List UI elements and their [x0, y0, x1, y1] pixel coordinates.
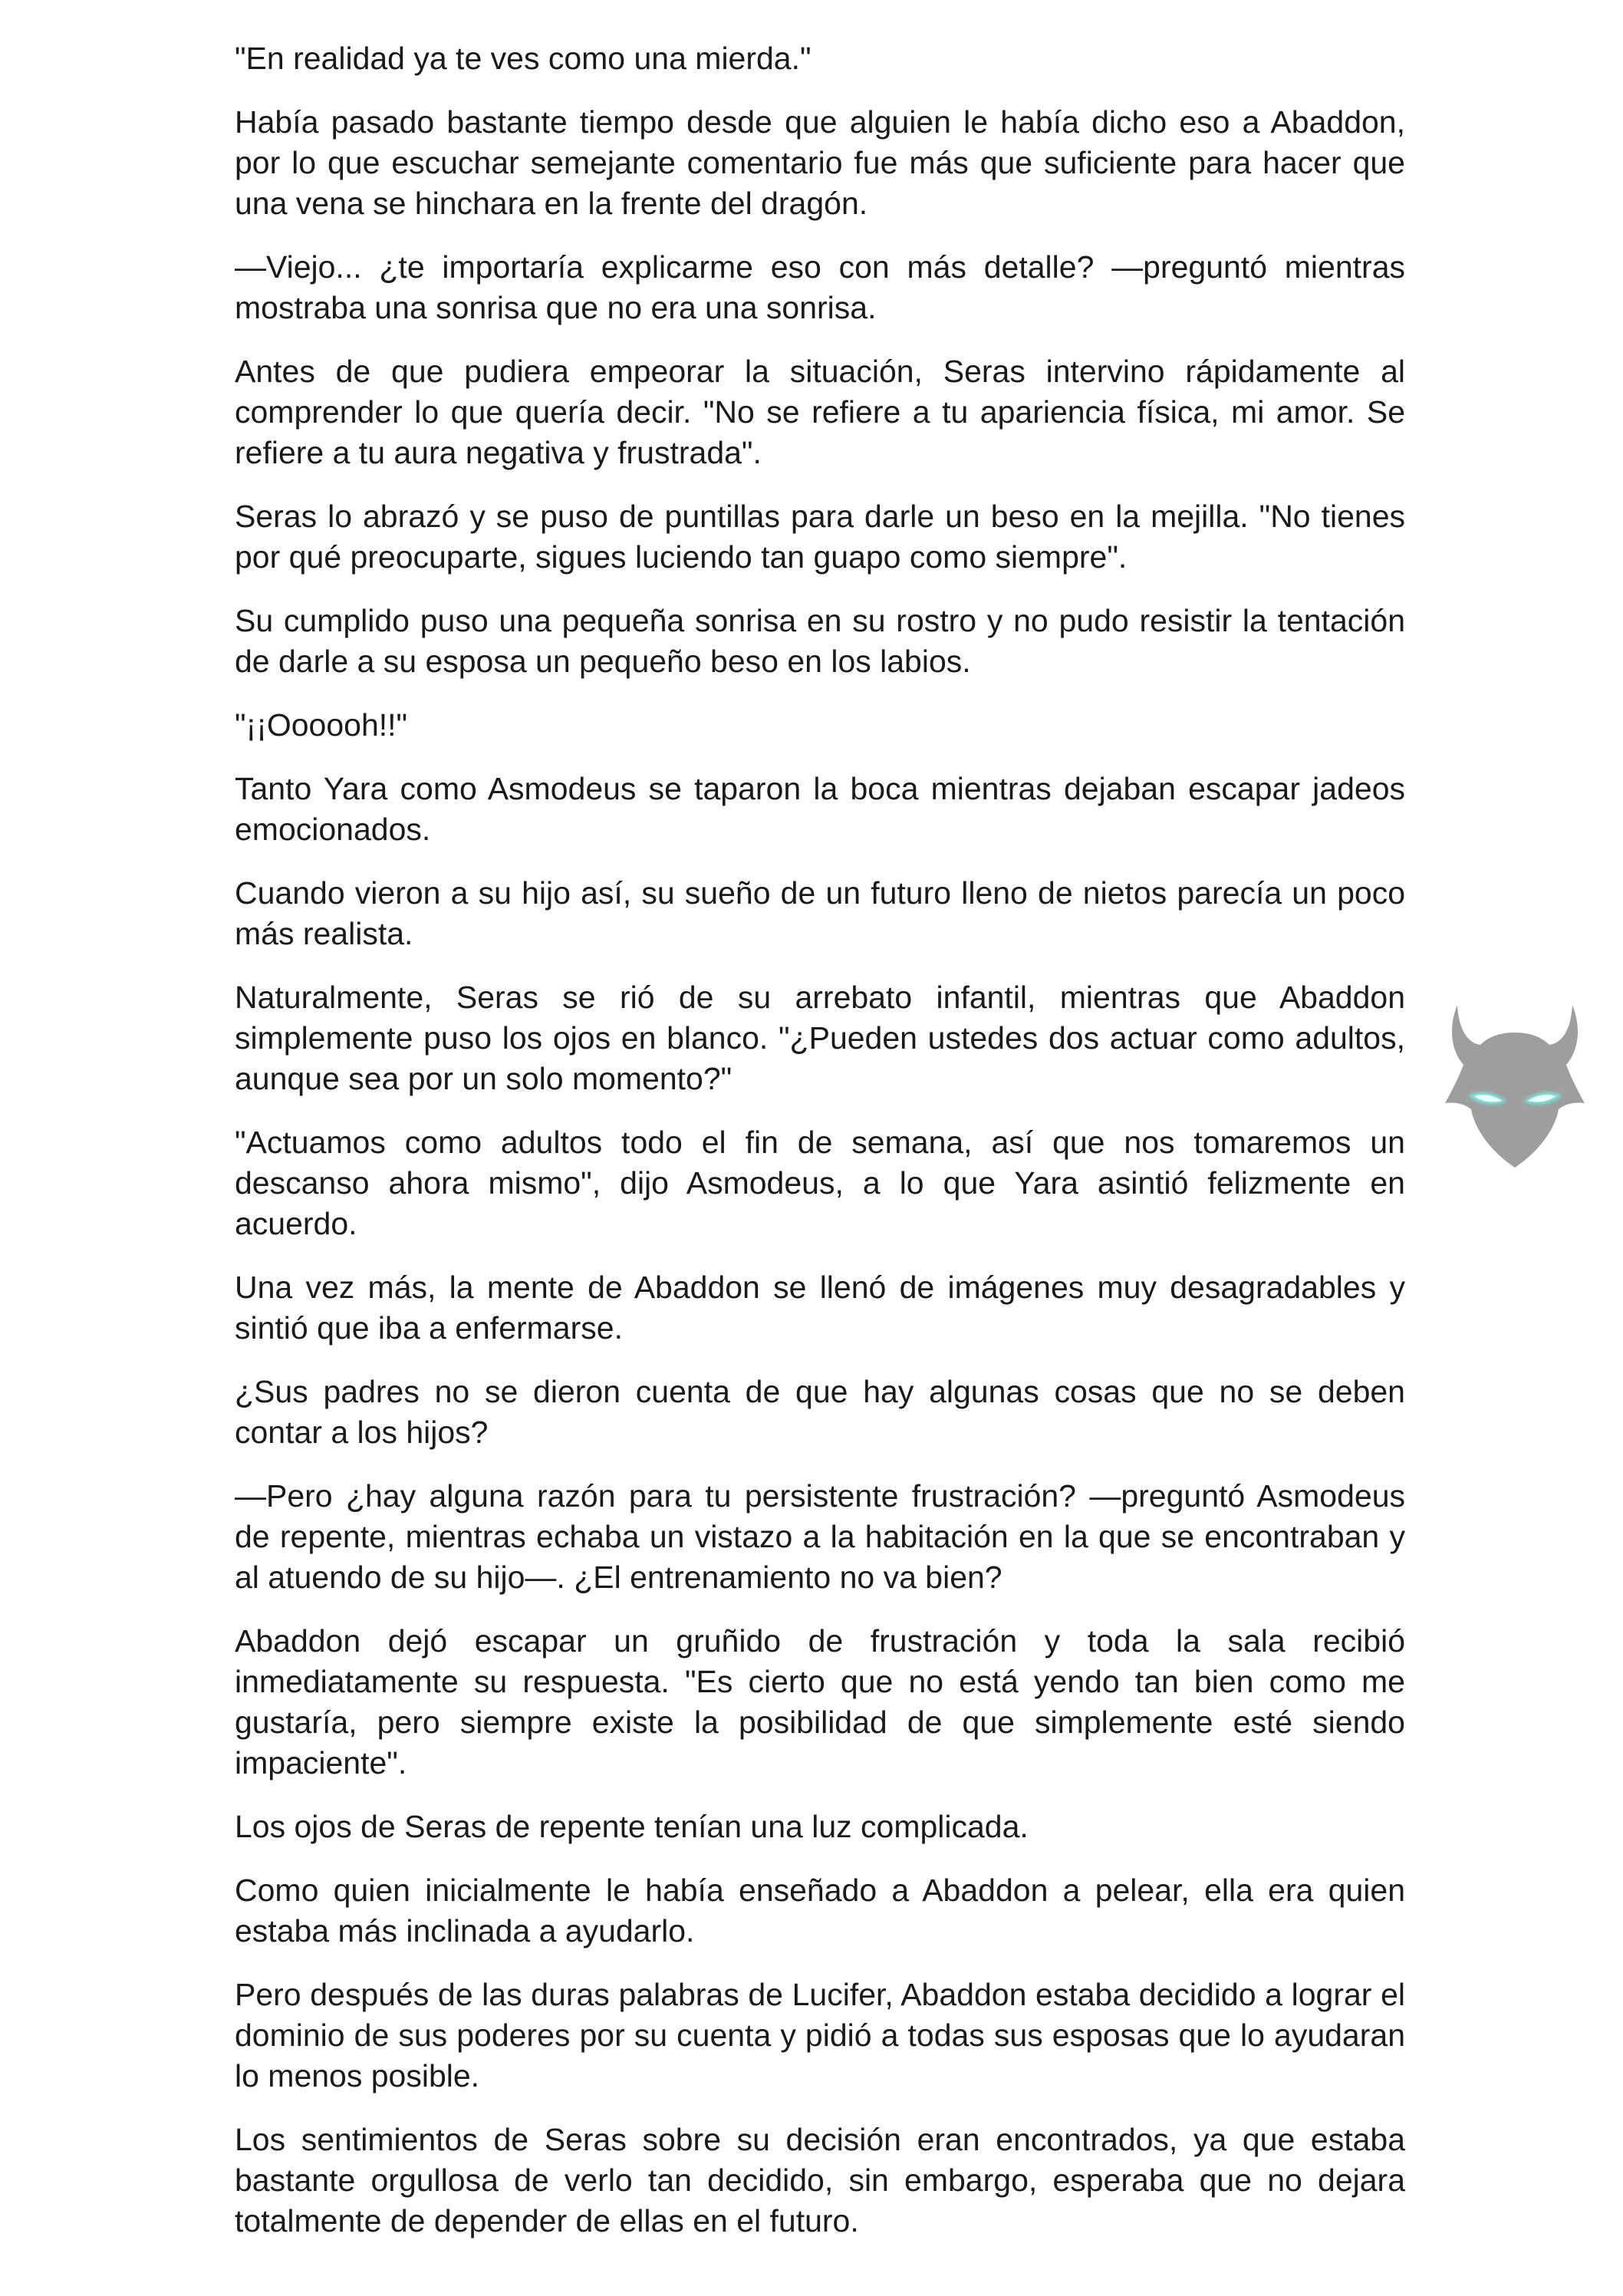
paragraph: Antes de que pudiera empeorar la situación, Seras intervino rápidamente al comprender lo que quería decir. "No se refiere a tu apariencia física, mi amor. Se refiere a tu aura negativa y frustrada". — [235, 354, 1405, 470]
paragraph: "Actuamos como adultos todo el fin de semana, así que nos tomaremos un descanso ahora mismo", dijo Asmodeus, a lo que Yara asintió felizmente en acuerdo. — [235, 1125, 1405, 1241]
paragraph: "¡¡Oooooh!!" — [235, 707, 408, 743]
paragraph: Su cumplido puso una pequeña sonrisa en su rostro y no pudo resistir la tentación de darle a su esposa un pequeño beso en los labios. — [235, 603, 1405, 679]
paragraph: "En realidad ya te ves como una mierda." — [235, 41, 812, 76]
text-column — [235, 38, 1405, 2265]
demon-head-icon — [1442, 997, 1588, 1174]
paragraph: Abaddon dejó escapar un gruñido de frustración y toda la sala recibió inmediatamente su respuesta. "Es cierto que no está yendo tan bien como me gustaría, pero siempre existe la posibilidad de que simplemente esté siendo impaciente". — [235, 1623, 1405, 1780]
paragraph: ¿Sus padres no se dieron cuenta de que hay algunas cosas que no se deben contar a los hijos? — [235, 1374, 1405, 1450]
paragraph: —Viejo... ¿te importaría explicarme eso con más detalle? —preguntó mientras mostraba una sonrisa que no era una sonrisa. — [235, 249, 1405, 325]
paragraph: Una vez más, la mente de Abaddon se llenó de imágenes muy desagradables y sintió que iba a enfermarse. — [235, 1270, 1405, 1346]
paragraph: Los ojos de Seras de repente tenían una luz complicada. — [235, 1809, 1029, 1844]
paragraph: Los sentimientos de Seras sobre su decisión eran encontrados, ya que estaba bastante orgullosa de verlo tan decidido, sin embargo, esperaba que no dejara totalmente de depender de ellas en el futuro. — [235, 2122, 1405, 2238]
paragraph: Tanto Yara como Asmodeus se taparon la boca mientras dejaban escapar jadeos emocionados. — [235, 771, 1405, 847]
paragraph: Seras lo abrazó y se puso de puntillas para darle un beso en la mejilla. "No tienes por qué preocuparte, sigues luciendo tan guapo como siempre". — [235, 499, 1405, 575]
paragraph: Como quien inicialmente le había enseñado a Abaddon a pelear, ella era quien estaba más inclinada a ayudarlo. — [235, 1873, 1405, 1948]
paragraph: —Pero ¿hay alguna razón para tu persistente frustración? —preguntó Asmodeus de repente, mientras echaba un vistazo a la habitación en la que se encontraban y al atuendo de su hijo—. ¿El entrenamiento no va bien? — [235, 1478, 1405, 1595]
paragraph: Había pasado bastante tiempo desde que alguien le había dicho eso a Abaddon, por lo que escuchar semejante comentario fue más que suficiente para hacer que una vena se hinchara en la frente del dragón. — [235, 104, 1405, 221]
paragraph: Pero después de las duras palabras de Lucifer, Abaddon estaba decidido a lograr el dominio de sus poderes por su cuenta y pidió a todas sus esposas que lo ayudaran lo menos posible. — [235, 1977, 1405, 2093]
paragraph: Naturalmente, Seras se rió de su arrebato infantil, mientras que Abaddon simplemente puso los ojos en blanco. "¿Pueden ustedes dos actuar como adultos, aunque sea por un solo momento?" — [235, 980, 1405, 1096]
paragraph: Cuando vieron a su hijo así, su sueño de un futuro lleno de nietos parecía un poco más realista. — [235, 875, 1405, 951]
